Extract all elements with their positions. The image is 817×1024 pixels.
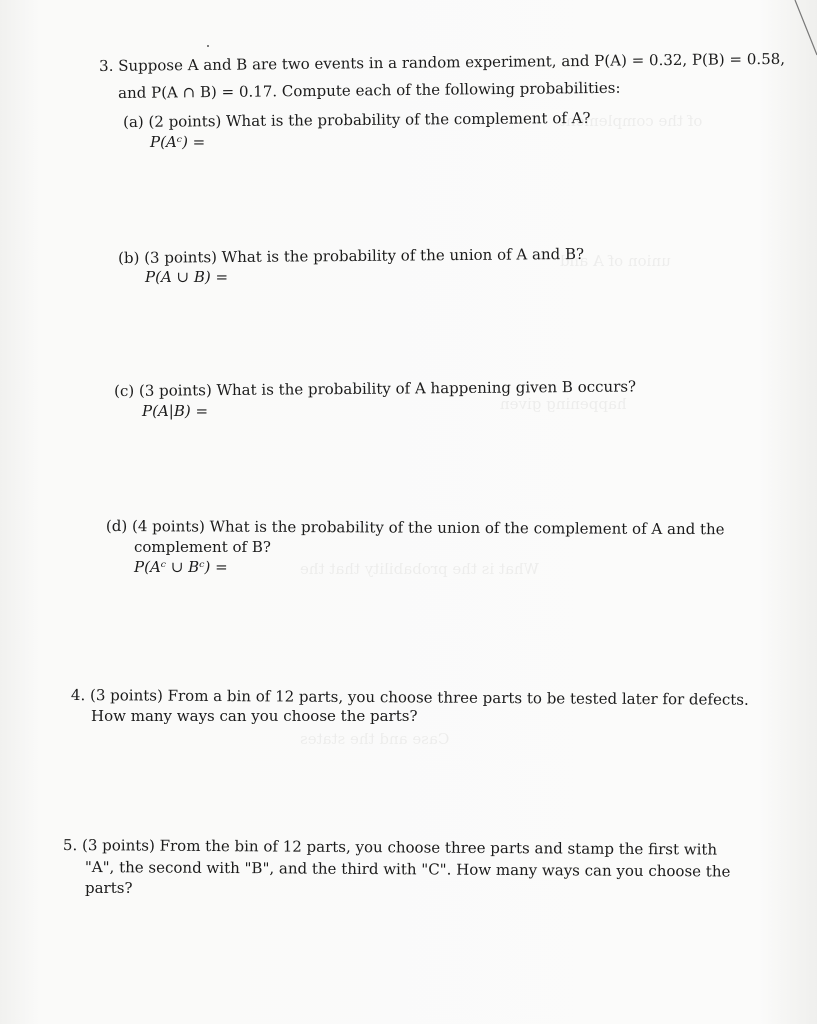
q3-intro-line2: and P(A ∩ B) = 0.17. Compute each of the following probabilities:	[118, 78, 621, 102]
q4-text-line2: How many ways can you choose the parts?	[91, 707, 418, 725]
q5-text-line2: "A", the second with "B", and the third with "C". How many ways can you choose the	[84, 858, 731, 881]
q3c-formula: P(A|B) =	[142, 402, 209, 420]
q4-text-line1: 4. (3 points) From a bin of 12 parts, you choose three parts to be tested later for defects.	[70, 686, 749, 709]
q3d-formula: P(Aᶜ ∪ Bᶜ) =	[134, 558, 228, 576]
bleed-through-text: happening given	[500, 395, 627, 413]
q3d-question-line1: (d) (4 points) What is the probability of the union of the complement of A and the	[105, 517, 725, 539]
bleed-through-text: union of A and	[560, 252, 671, 270]
q5-text-line1: 5. (3 points) From the bin of 12 parts, you choose three parts and stamp the first with	[62, 836, 718, 859]
speck	[207, 45, 209, 47]
q3d-question-line2: complement of B?	[134, 538, 271, 556]
q3a-question: (a) (2 points) What is the probability of the complement of A?	[123, 108, 591, 131]
q3b-question: (b) (3 points) What is the probability of the union of A and B?	[118, 244, 585, 267]
q3c-question: (c) (3 points) What is the probability of A happening given B occurs?	[114, 377, 637, 400]
q5-text-line3: parts?	[85, 879, 133, 897]
q3-intro-line1: 3. Suppose A and B are two events in a random experiment, and P(A) = 0.32, P(B) = 0.58,	[99, 49, 786, 75]
page-edge-shadow	[787, 0, 817, 60]
q3a-formula: P(Aᶜ) =	[150, 133, 206, 151]
bleed-through-text: of the complement	[560, 112, 703, 130]
q3b-formula: P(A ∪ B) =	[145, 268, 229, 286]
bleed-through-text: Case and the states	[300, 730, 450, 748]
bleed-through-text: What is the probability that the	[300, 560, 540, 578]
